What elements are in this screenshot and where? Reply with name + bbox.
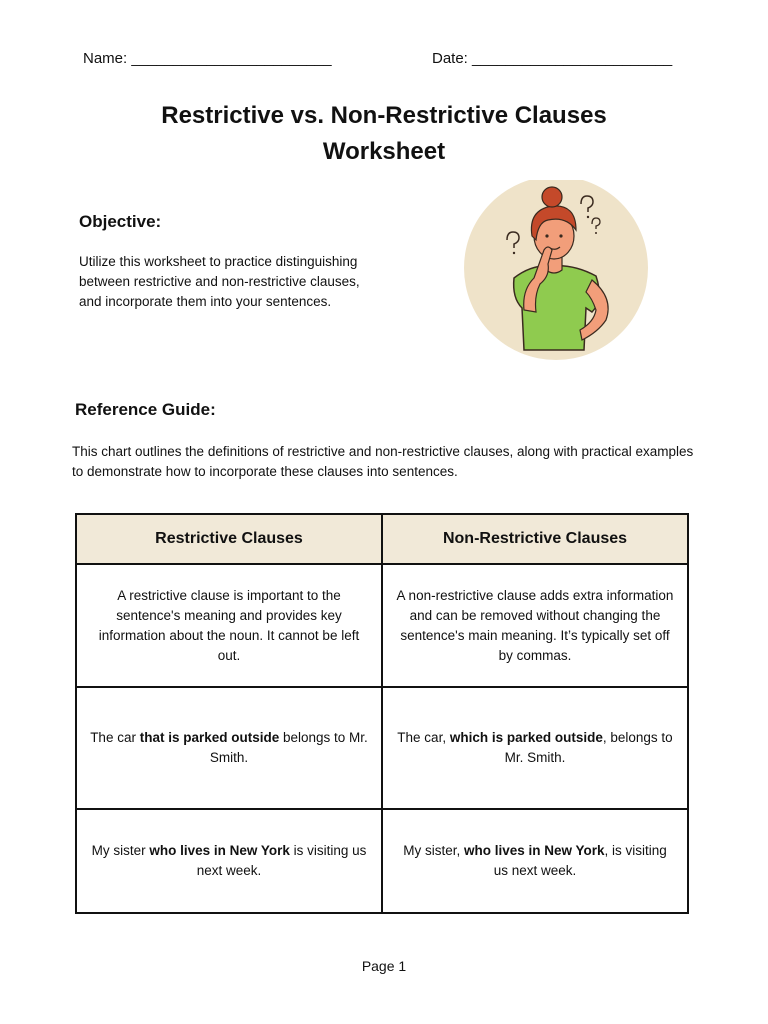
thinking-person-icon — [462, 180, 652, 360]
objective-heading: Objective: — [79, 212, 162, 231]
table-header-row — [76, 514, 688, 564]
name-field: Name: ________________________ — [83, 50, 332, 67]
non-restrictive-header: Non-Restrictive Clauses — [382, 514, 688, 564]
restrictive-example-1: The car that is parked outside belongs to Mr. Smith. — [76, 687, 382, 809]
title-line-1: Restrictive vs. Non-Restrictive Clauses — [161, 102, 607, 129]
page-title — [0, 98, 768, 170]
table-row — [76, 564, 688, 687]
non-restrictive-definition: A non-restrictive clause adds extra information and can be removed without changing the sentence's main meaning. It’s typically set off by commas. — [382, 564, 688, 687]
table-row — [76, 809, 688, 913]
non-restrictive-example-2: My sister, who lives in New York, is visiting us next week. — [382, 809, 688, 913]
reference-guide-text: This chart outlines the definitions of restrictive and non-restrictive clauses, along with practical examples to demonstrate how to incorporate these clauses into sentences. — [72, 444, 694, 479]
page-number: Page 1 — [361, 958, 407, 974]
date-field: Date: ________________________ — [432, 50, 673, 67]
restrictive-example-2: My sister who lives in New York is visiting us next week. — [76, 809, 382, 913]
title-line-2: Worksheet — [322, 138, 446, 165]
reference-guide-heading: Reference Guide: — [75, 400, 216, 419]
clauses-table — [75, 513, 689, 914]
restrictive-header: Restrictive Clauses — [76, 514, 382, 564]
objective-text: Utilize this worksheet to practice distinguishing between restrictive and non-restrictive clauses, and incorporate them into your sentences. — [79, 254, 360, 309]
non-restrictive-example-1: The car, which is parked outside, belongs to Mr. Smith. — [382, 687, 688, 809]
table-row — [76, 687, 688, 809]
restrictive-definition: A restrictive clause is important to the sentence's meaning and provides key information about the noun. It cannot be left out. — [76, 564, 382, 687]
